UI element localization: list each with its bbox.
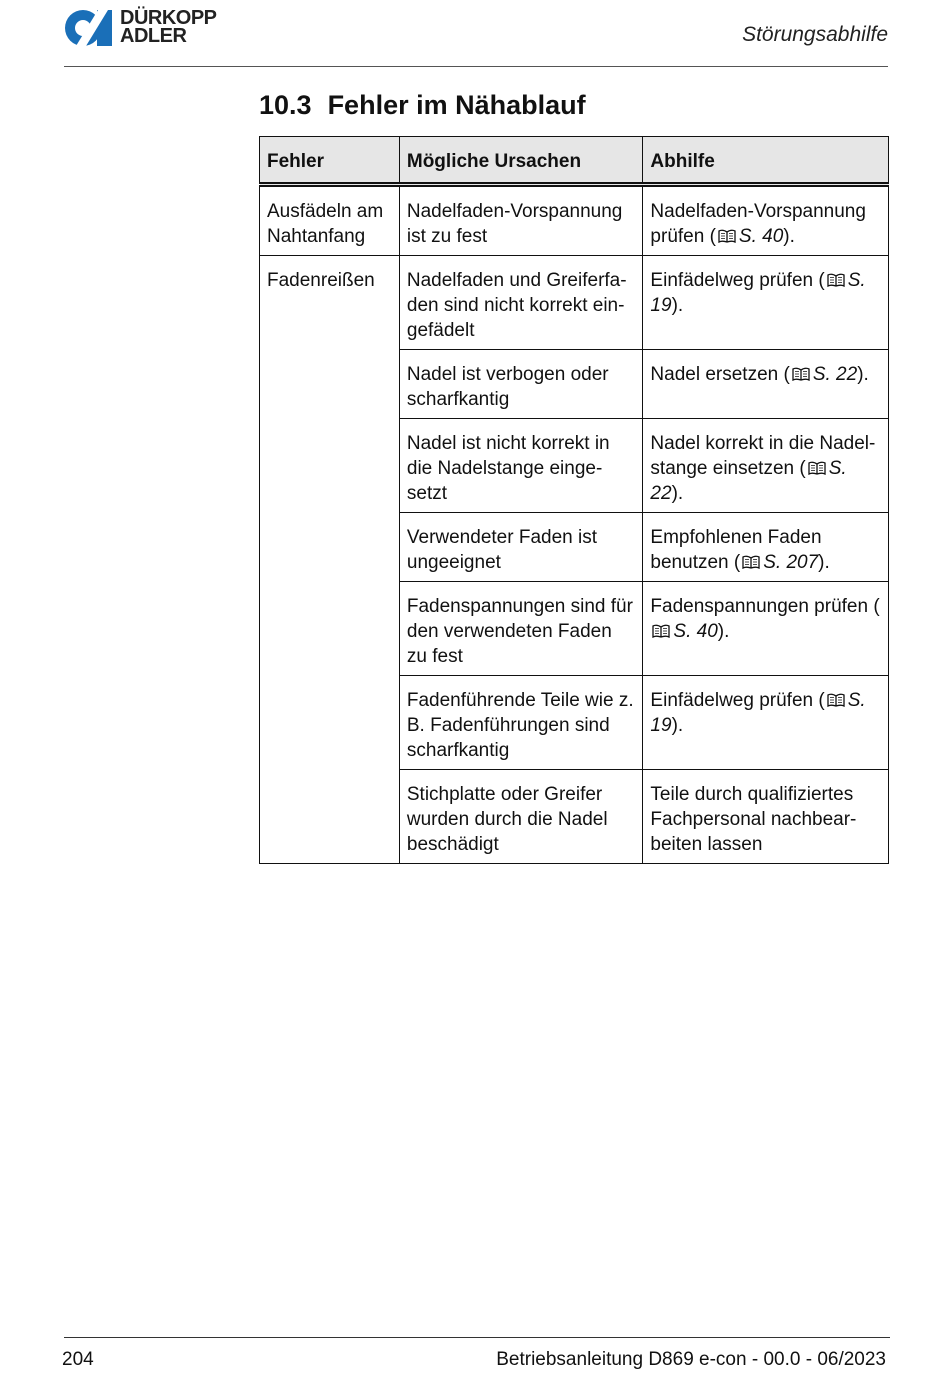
cell-ursache: Verwendeter Faden ist ungeeignet bbox=[399, 513, 643, 582]
cell-abhilfe bbox=[643, 513, 889, 582]
abhilfe-suffix: ). bbox=[783, 226, 795, 247]
footer-divider bbox=[64, 1337, 890, 1338]
cell-ursache: Fadenführende Teile wie z. B. Fadenführungen sind scharfkantig bbox=[399, 676, 643, 770]
cell-ursache: Nadelfaden und Greiferfa-den sind nicht korrekt ein-gefädelt bbox=[399, 256, 643, 350]
abhilfe-text: Einfädelweg prüfen ( bbox=[650, 690, 825, 711]
abhilfe-suffix: ). bbox=[717, 621, 730, 642]
abhilfe-suffix: ). bbox=[818, 552, 830, 573]
cell-ursache: Nadelfaden-Vorspannung ist zu fest bbox=[399, 185, 643, 256]
cell-ursache: Nadel ist nicht korrekt in die Nadelstange einge-setzt bbox=[399, 419, 643, 513]
brand-logo bbox=[64, 8, 234, 50]
abhilfe-suffix: ). bbox=[857, 364, 869, 385]
book-icon bbox=[792, 363, 810, 377]
abhilfe-text: Nadel ersetzen ( bbox=[650, 364, 790, 385]
book-icon bbox=[808, 457, 826, 471]
table-row bbox=[260, 185, 889, 256]
abhilfe-suffix: ). bbox=[671, 483, 684, 504]
abhilfe-text: Fadenspannungen prüfen ( bbox=[650, 596, 880, 617]
cell-abhilfe bbox=[643, 350, 889, 419]
document-title: Betriebsanleitung D869 e-con - 00.0 - 06/2023 bbox=[496, 1349, 886, 1370]
page-reference-link[interactable]: S. 22 bbox=[812, 364, 858, 385]
heading-number: 10.3 bbox=[259, 90, 312, 120]
section-title: Störungsabhilfe bbox=[742, 23, 888, 46]
troubleshooting-table bbox=[259, 136, 889, 864]
column-header-fehler: Fehler bbox=[260, 137, 400, 185]
page-reference-link[interactable]: S. 22 bbox=[650, 458, 847, 504]
book-icon bbox=[827, 269, 845, 283]
abhilfe-suffix: ). bbox=[671, 715, 684, 736]
cell-abhilfe bbox=[643, 676, 889, 770]
table-header-row bbox=[260, 137, 889, 185]
logo-line-1: DÜRKOPP bbox=[120, 7, 217, 29]
cell-abhilfe bbox=[643, 582, 889, 676]
book-icon bbox=[652, 620, 670, 634]
abhilfe-text: Einfädelweg prüfen ( bbox=[650, 270, 825, 291]
abhilfe-text: Empfohlenen Faden benutzen ( bbox=[650, 527, 822, 573]
page-reference-link[interactable]: S. 207 bbox=[763, 552, 819, 573]
cell-abhilfe bbox=[643, 770, 889, 864]
page-reference-link[interactable]: S. 40 bbox=[738, 226, 784, 247]
page-number: 204 bbox=[62, 1349, 94, 1370]
cell-fehler: Fadenreißen bbox=[260, 256, 400, 864]
column-header-ursachen: Mögliche Ursachen bbox=[399, 137, 643, 185]
heading-title: Fehler im Nähablauf bbox=[327, 90, 586, 120]
brand-logo-icon bbox=[64, 8, 116, 48]
page-reference-link[interactable]: S. 19 bbox=[650, 690, 866, 736]
abhilfe-text: Nadelfaden-Vorspannung prüfen ( bbox=[650, 201, 866, 247]
abhilfe-suffix: ). bbox=[671, 295, 684, 316]
cell-abhilfe bbox=[643, 256, 889, 350]
page-heading bbox=[259, 90, 586, 121]
page-reference-link[interactable]: S. 19 bbox=[650, 270, 866, 316]
logo-line-2: ADLER bbox=[120, 25, 187, 47]
book-icon bbox=[742, 551, 760, 565]
book-icon bbox=[827, 689, 845, 703]
table-row bbox=[260, 256, 889, 350]
cell-ursache: Nadel ist verbogen oder scharfkantig bbox=[399, 350, 643, 419]
cell-fehler: Ausfädeln am Nahtanfang bbox=[260, 185, 400, 256]
cell-abhilfe bbox=[643, 185, 889, 256]
abhilfe-text: Teile durch qualifiziertes Fachpersonal nachbear-beiten lassen bbox=[650, 784, 857, 855]
abhilfe-text: Nadel korrekt in die Nadel-stange einsetzen ( bbox=[650, 433, 876, 479]
cell-ursache: Stichplatte oder Greifer wurden durch die Nadel beschädigt bbox=[399, 770, 643, 864]
cell-ursache: Fadenspannungen sind für den verwendeten Faden zu fest bbox=[399, 582, 643, 676]
cell-abhilfe bbox=[643, 419, 889, 513]
page-reference-link[interactable]: S. 40 bbox=[673, 621, 718, 642]
book-icon bbox=[718, 225, 736, 239]
column-header-abhilfe: Abhilfe bbox=[643, 137, 889, 185]
header-divider bbox=[64, 66, 888, 67]
